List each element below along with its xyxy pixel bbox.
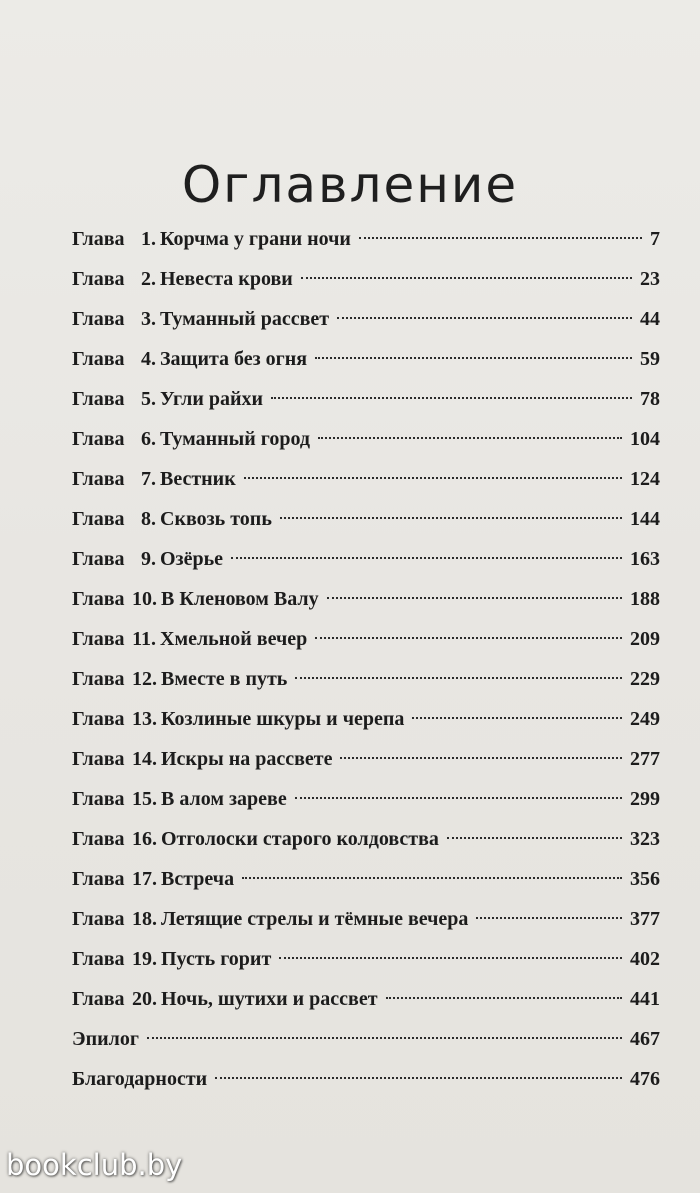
page-number: 356 bbox=[630, 868, 660, 890]
dot-leader bbox=[340, 757, 622, 759]
toc-entry bbox=[72, 499, 660, 539]
dot-leader bbox=[280, 517, 622, 519]
chapter-prefix: Глава bbox=[72, 868, 125, 890]
chapter-title: Защита без огня bbox=[160, 348, 308, 370]
dot-leader bbox=[295, 677, 622, 679]
chapter-prefix: Глава bbox=[72, 588, 125, 610]
chapter-prefix: Глава bbox=[72, 388, 125, 410]
chapter-prefix: Глава bbox=[72, 948, 125, 970]
chapter-prefix: Глава bbox=[72, 628, 125, 650]
toc-entry bbox=[72, 779, 660, 819]
chapter-number: 4. bbox=[141, 348, 156, 370]
dot-leader bbox=[295, 797, 622, 799]
toc-entry bbox=[72, 459, 660, 499]
toc-entry bbox=[72, 619, 660, 659]
page-number: 44 bbox=[640, 308, 660, 330]
dot-leader bbox=[315, 357, 632, 359]
chapter-prefix: Глава bbox=[72, 908, 125, 930]
chapter-title: Искры на рассвете bbox=[161, 748, 333, 770]
page-number: 163 bbox=[630, 548, 660, 570]
chapter-number: 18. bbox=[132, 908, 157, 930]
chapter-prefix: Глава bbox=[72, 428, 125, 450]
dot-leader bbox=[476, 917, 622, 919]
dot-leader bbox=[386, 997, 622, 999]
chapter-number: 17. bbox=[132, 868, 157, 890]
toc-entry bbox=[72, 1059, 660, 1099]
dot-leader bbox=[244, 477, 622, 479]
dot-leader bbox=[337, 317, 632, 319]
chapter-prefix: Глава bbox=[72, 668, 125, 690]
chapter-number: 13. bbox=[132, 708, 157, 730]
toc-entry bbox=[72, 219, 660, 259]
chapter-title: Летящие стрелы и тёмные вечера bbox=[161, 908, 469, 930]
chapter-number: 16. bbox=[132, 828, 157, 850]
toc-entry bbox=[72, 259, 660, 299]
chapter-title: Вестник bbox=[160, 468, 236, 490]
toc-entry bbox=[72, 899, 660, 939]
page-number: 78 bbox=[640, 388, 660, 410]
page-number: 188 bbox=[630, 588, 660, 610]
chapter-title: В алом зареве bbox=[161, 788, 287, 810]
chapter-prefix: Глава bbox=[72, 348, 125, 370]
chapter-number: 6. bbox=[141, 428, 156, 450]
chapter-number: 3. bbox=[141, 308, 156, 330]
page-number: 104 bbox=[630, 428, 660, 450]
chapter-number: 19. bbox=[132, 948, 157, 970]
toc-entry bbox=[72, 659, 660, 699]
watermark: bookclub.by bbox=[6, 1148, 183, 1182]
page-title: Оглавление bbox=[181, 155, 519, 214]
chapter-prefix: Глава bbox=[72, 508, 125, 530]
chapter-title: Ночь, шутихи и рассвет bbox=[161, 988, 378, 1010]
page-number: 7 bbox=[650, 228, 660, 250]
page-number: 124 bbox=[630, 468, 660, 490]
toc-entry bbox=[72, 579, 660, 619]
chapter-number: 8. bbox=[141, 508, 156, 530]
entry-title: Эпилог bbox=[72, 1028, 139, 1050]
page-number: 402 bbox=[630, 948, 660, 970]
chapter-prefix: Глава bbox=[72, 788, 125, 810]
chapter-number: 11. bbox=[132, 628, 156, 650]
toc-entry bbox=[72, 859, 660, 899]
dot-leader bbox=[359, 237, 642, 239]
chapter-title: Козлиные шкуры и черепа bbox=[161, 708, 405, 730]
dot-leader bbox=[327, 597, 622, 599]
chapter-number: 1. bbox=[141, 228, 156, 250]
chapter-title: Невеста крови bbox=[160, 268, 293, 290]
page-number: 377 bbox=[630, 908, 660, 930]
chapter-title: Озёрье bbox=[160, 548, 224, 570]
entry-title: Благодарности bbox=[72, 1068, 208, 1090]
chapter-number: 12. bbox=[132, 668, 157, 690]
page-number: 23 bbox=[640, 268, 660, 290]
toc-entry bbox=[72, 539, 660, 579]
chapter-prefix: Глава bbox=[72, 828, 125, 850]
chapter-title: Встреча bbox=[161, 868, 235, 890]
page-number: 299 bbox=[630, 788, 660, 810]
dot-leader bbox=[318, 437, 622, 439]
dot-leader bbox=[215, 1077, 622, 1079]
chapter-number: 10. bbox=[132, 588, 157, 610]
page-number: 59 bbox=[640, 348, 660, 370]
chapter-number: 20. bbox=[132, 988, 157, 1010]
chapter-title: Сквозь топь bbox=[160, 508, 272, 530]
dot-leader bbox=[412, 717, 622, 719]
page-number: 467 bbox=[630, 1028, 660, 1050]
toc-entry bbox=[72, 819, 660, 859]
chapter-title: Туманный рассвет bbox=[160, 308, 330, 330]
dot-leader bbox=[231, 557, 622, 559]
chapter-title: В Кленовом Валу bbox=[161, 588, 319, 610]
chapter-title: Корчма у грани ночи bbox=[160, 228, 351, 250]
chapter-number: 15. bbox=[132, 788, 157, 810]
toc-entry bbox=[72, 339, 660, 379]
chapter-number: 14. bbox=[132, 748, 157, 770]
chapter-prefix: Глава bbox=[72, 308, 125, 330]
dot-leader bbox=[147, 1037, 622, 1039]
toc-entry bbox=[72, 939, 660, 979]
chapter-number: 5. bbox=[141, 388, 156, 410]
chapter-prefix: Глава bbox=[72, 988, 125, 1010]
chapter-prefix: Глава bbox=[72, 468, 125, 490]
toc-entry bbox=[72, 699, 660, 739]
page-number: 441 bbox=[630, 988, 660, 1010]
dot-leader bbox=[279, 957, 622, 959]
page-number: 323 bbox=[630, 828, 660, 850]
toc-entry bbox=[72, 739, 660, 779]
dot-leader bbox=[447, 837, 622, 839]
dot-leader bbox=[301, 277, 632, 279]
chapter-number: 7. bbox=[141, 468, 156, 490]
chapter-title: Отголоски старого колдовства bbox=[161, 828, 439, 850]
chapter-prefix: Глава bbox=[72, 268, 125, 290]
page-number: 277 bbox=[630, 748, 660, 770]
chapter-prefix: Глава bbox=[72, 228, 125, 250]
page-number: 249 bbox=[630, 708, 660, 730]
page-number: 209 bbox=[630, 628, 660, 650]
page-number: 476 bbox=[630, 1068, 660, 1090]
toc-entry bbox=[72, 419, 660, 459]
toc-entry bbox=[72, 299, 660, 339]
toc-entry bbox=[72, 979, 660, 1019]
chapter-prefix: Глава bbox=[72, 548, 125, 570]
toc-entry bbox=[72, 1019, 660, 1059]
table-of-contents bbox=[72, 219, 660, 1099]
chapter-title: Вместе в путь bbox=[161, 668, 288, 690]
dot-leader bbox=[271, 397, 632, 399]
chapter-title: Хмельной вечер bbox=[160, 628, 308, 650]
page-number: 229 bbox=[630, 668, 660, 690]
chapter-number: 2. bbox=[141, 268, 156, 290]
dot-leader bbox=[242, 877, 622, 879]
page-number: 144 bbox=[630, 508, 660, 530]
toc-entry bbox=[72, 379, 660, 419]
dot-leader bbox=[315, 637, 622, 639]
chapter-prefix: Глава bbox=[72, 708, 125, 730]
chapter-title: Угли райхи bbox=[160, 388, 264, 410]
chapter-prefix: Глава bbox=[72, 748, 125, 770]
chapter-title: Туманный город bbox=[160, 428, 310, 450]
chapter-number: 9. bbox=[141, 548, 156, 570]
chapter-title: Пусть горит bbox=[161, 948, 272, 970]
